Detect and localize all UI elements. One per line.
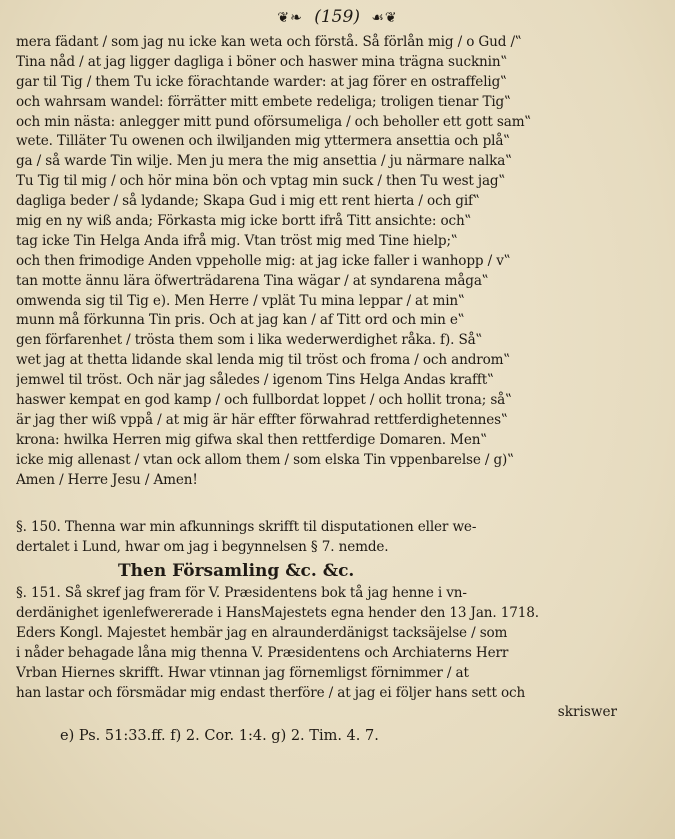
text-line	[16, 490, 600, 510]
text-line: omwenda sig til Tig e). Men Herre / vplät Tu mina leppar / at min‟	[16, 292, 465, 309]
section-title: Then Församling &c. &c.	[118, 561, 355, 582]
section-151-line: Vrban Hiernes skrifft. Hwar vtinnan jag förnemligst förnimmer / at	[16, 664, 469, 681]
section-150-line: dertalet i Lund, hwar om jag i begynnelsen § 7. nemde.	[16, 539, 389, 556]
text-line: och min nästa: anlegger mitt pund oförsumeliga / och beholler ett gott sam‟	[16, 113, 532, 130]
section-151-line: §. 151. Så skref jag fram för V. Præsidentens bok tå jag henne i vn‑	[16, 585, 467, 602]
text-line: tag icke Tin Helga Anda ifrå mig. Vtan tröst mig med Tine hielp;‟	[16, 232, 458, 249]
page-header	[0, 4, 675, 30]
text-line: och then frimodige Anden vppeholle mig: at jag icke faller i wanhopp / v‟	[16, 252, 511, 269]
right-ornament-icon: ☙❦	[371, 9, 398, 26]
text-line: ga / så warde Tin wilje. Men ju mera the mig ansettia / ju närmare nalka‟	[16, 153, 513, 170]
text-line: Tu Tig til mig / och hör mina bön och vptag min suck / then Tu west jag‟	[16, 173, 506, 190]
text-line: munn må förkunna Tin pris. Och at jag kan / af Titt ord och min e‟	[16, 312, 465, 329]
text-line: och wahrsam wandel: förrätter mitt embete redeliga; troligen tienar Tig‟	[16, 93, 511, 110]
text-line: Tina nåd / at jag ligger dagliga i böner och haswer mina trägna sucknin‟	[16, 53, 508, 70]
text-line: icke mig allenast / vtan ock allom them / som elska Tin vppenbarelse / g)‟	[16, 451, 515, 468]
text-line: är jag ther wiß vppå / at mig är här effter förwahrad rettferdighetennes‟	[16, 411, 508, 428]
text-line: tan motte ännu lära öfwerträdarena Tina wägar / at syndarena måga‟	[16, 272, 489, 289]
section-150-line: §. 150. Thenna war min afkunnings skrifft til disputationen eller we‑	[16, 519, 477, 536]
text-line: jemwel til tröst. Och när jag således / igenom Tins Helga Andas krafft‟	[16, 372, 494, 389]
text-line: dagliga beder / så lydande; Skapa Gud i mig ett rent hierta / och gif‟	[16, 193, 480, 210]
section-151-line: i nåder behagade låna mig thenna V. Præsidentens och Archiaterns Herr	[16, 644, 509, 661]
catchword: skriswer	[557, 704, 617, 720]
text-line: haswer kempat en god kamp / och fullbordat loppet / och hollit trona; så‟	[16, 392, 512, 409]
section-151-line: han lastar och försmädar mig endast therföre / at jag ei följer hans sett och	[16, 684, 526, 701]
text-line: wete. Tilläter Tu owenen och ilwiljanden mig yttermera ansettia och plå‟	[16, 133, 511, 150]
text-line: mig en ny wiß anda; Förkasta mig icke bortt ifrå Titt ansichte: och‟	[16, 213, 472, 230]
section-151-line: derdänighet igenlefwererade i HansMajestets egna hender den 13 Jan. 1718.	[16, 605, 539, 622]
left-ornament-icon: ❦❧	[277, 9, 303, 26]
page-body	[16, 33, 600, 704]
text-line: wet jag at thetta lidande skal lenda mig til tröst och froma / och androm‟	[16, 352, 511, 369]
text-line: krona: hwilka Herren mig gifwa skal then rettferdige Domaren. Men‟	[16, 431, 488, 448]
text-line: gen förfarenhet / trösta them som i lika wederwerdighet råka. f). Så‟	[16, 332, 483, 349]
text-line: mera fädant / som jag nu icke kan weta och förstå. Så förlån mig / o Gud /‟	[16, 34, 522, 50]
section-151-line: Eders Kongl. Majestet hembär jag en alraunderdänigst tacksäjelse / som	[16, 624, 508, 641]
page-number: (159)	[314, 7, 360, 27]
footnotes: e) Ps. 51:33.ff. f) 2. Cor. 1:4. g) 2. Tim. 4. 7.	[60, 728, 379, 744]
text-line: Amen / Herre Jesu / Amen!	[16, 471, 198, 488]
text-line: gar til Tig / them Tu icke förachtande warder: at jag förer en ostraffelig‟	[16, 73, 507, 90]
